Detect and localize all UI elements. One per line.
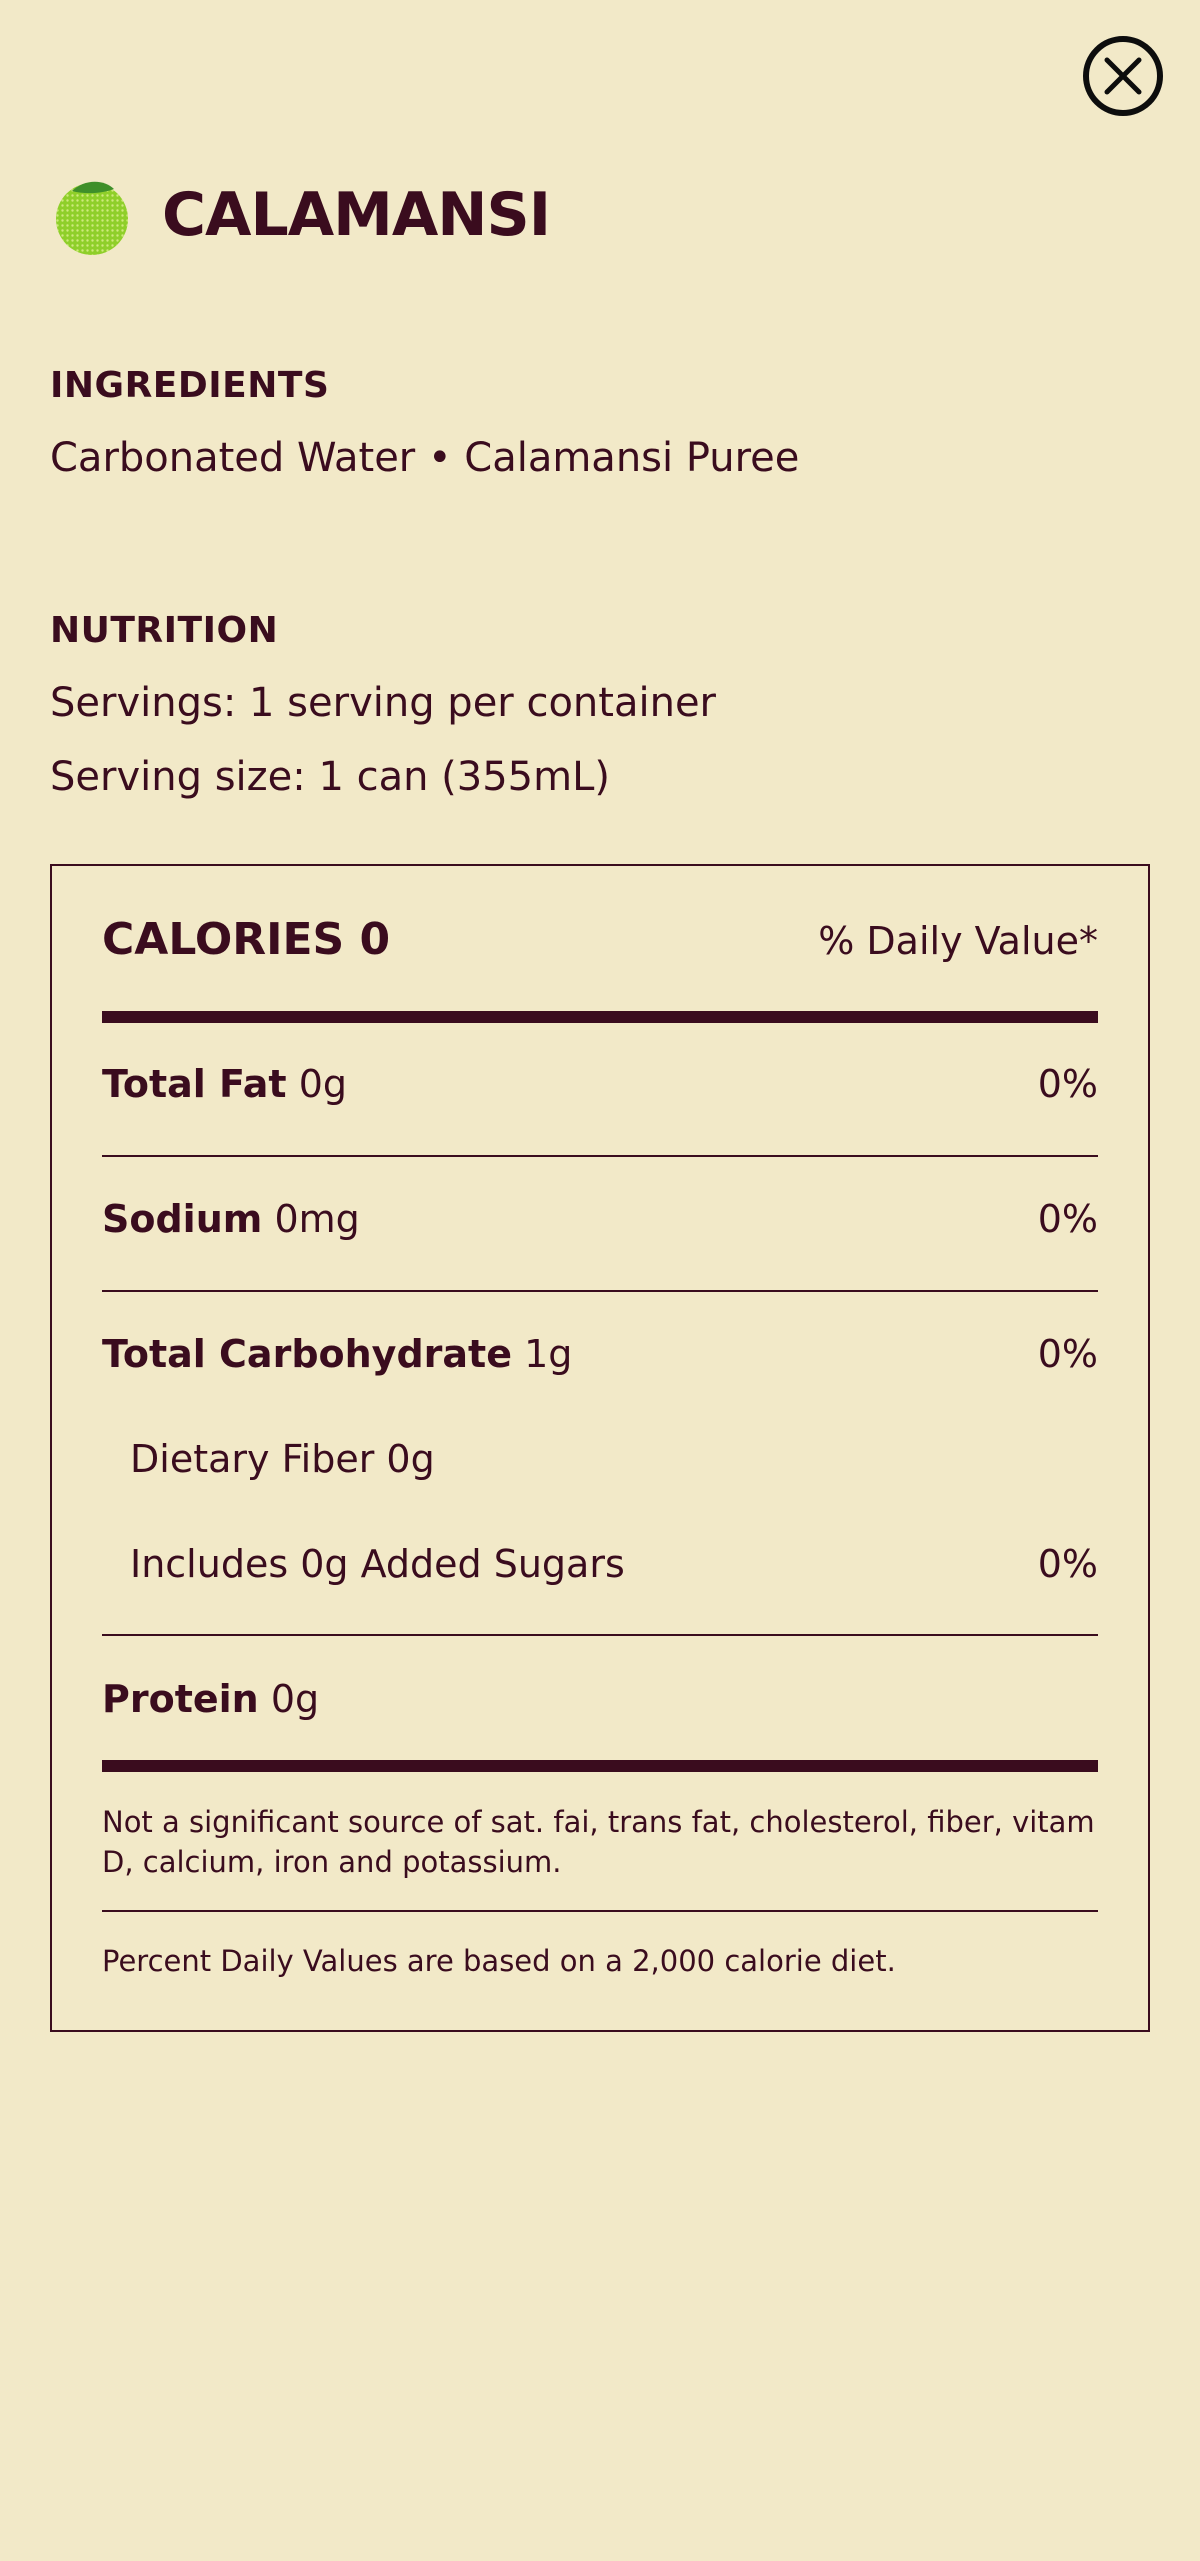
nutrient-name: Dietary Fiber 0g bbox=[130, 1437, 435, 1481]
nutrient-row-total-carbohydrate bbox=[102, 1332, 1098, 1376]
nutrition-facts-panel bbox=[50, 864, 1150, 2032]
divider bbox=[102, 1634, 1098, 1636]
nutrient-row-sodium bbox=[102, 1197, 1098, 1241]
nutrient-row-dietary-fiber bbox=[102, 1437, 1098, 1481]
servings-text: Servings: 1 serving per container bbox=[50, 680, 716, 726]
nutrient-dv: 0% bbox=[1037, 1542, 1098, 1586]
nutrient-row-protein bbox=[102, 1677, 1098, 1721]
nutrient-dv: 0% bbox=[1037, 1197, 1098, 1241]
divider bbox=[102, 1910, 1098, 1912]
close-button[interactable] bbox=[1083, 36, 1163, 116]
divider bbox=[102, 1290, 1098, 1292]
footnote-daily-values: Percent Daily Values are based on a 2,000 calorie diet. bbox=[102, 1944, 896, 1978]
nutrient-amount: 0g bbox=[270, 1677, 320, 1721]
nutrient-dv: 0% bbox=[1037, 1062, 1098, 1106]
ingredients-heading: INGREDIENTS bbox=[50, 365, 330, 406]
nutrient-amount: 0mg bbox=[274, 1197, 360, 1241]
calories-row bbox=[102, 914, 1098, 965]
calamansi-fruit-icon bbox=[50, 173, 134, 257]
calories-label: CALORIES 0 bbox=[102, 914, 391, 965]
thick-divider bbox=[102, 1760, 1098, 1772]
product-title: CALAMANSI bbox=[162, 180, 551, 250]
nutrient-name: Total Carbohydrate bbox=[102, 1332, 512, 1376]
nutrient-name: Total Fat bbox=[102, 1062, 287, 1106]
nutrient-amount: 1g bbox=[524, 1332, 573, 1376]
footnote-not-significant: Not a significant source of sat. fai, trans fat, cholesterol, fiber, vitam D, calcium, iron and potassium. bbox=[102, 1805, 1095, 1879]
nutrient-name: Sodium bbox=[102, 1197, 263, 1241]
nutrient-name: Includes 0g Added Sugars bbox=[130, 1542, 625, 1586]
nutrient-amount: 0g bbox=[298, 1062, 347, 1106]
close-icon bbox=[1103, 56, 1143, 96]
ingredients-text: Carbonated Water • Calamansi Puree bbox=[50, 435, 800, 481]
nutrient-row-total-fat bbox=[102, 1062, 1098, 1106]
nutrition-heading: NUTRITION bbox=[50, 610, 279, 651]
thick-divider bbox=[102, 1011, 1098, 1023]
nutrient-row-added-sugars bbox=[102, 1542, 1098, 1586]
nutrient-name: Protein bbox=[102, 1677, 259, 1721]
serving-size-text: Serving size: 1 can (355mL) bbox=[50, 754, 610, 800]
daily-value-header: % Daily Value* bbox=[818, 919, 1098, 963]
product-header bbox=[50, 170, 550, 260]
nutrient-dv: 0% bbox=[1037, 1332, 1098, 1376]
divider bbox=[102, 1155, 1098, 1157]
